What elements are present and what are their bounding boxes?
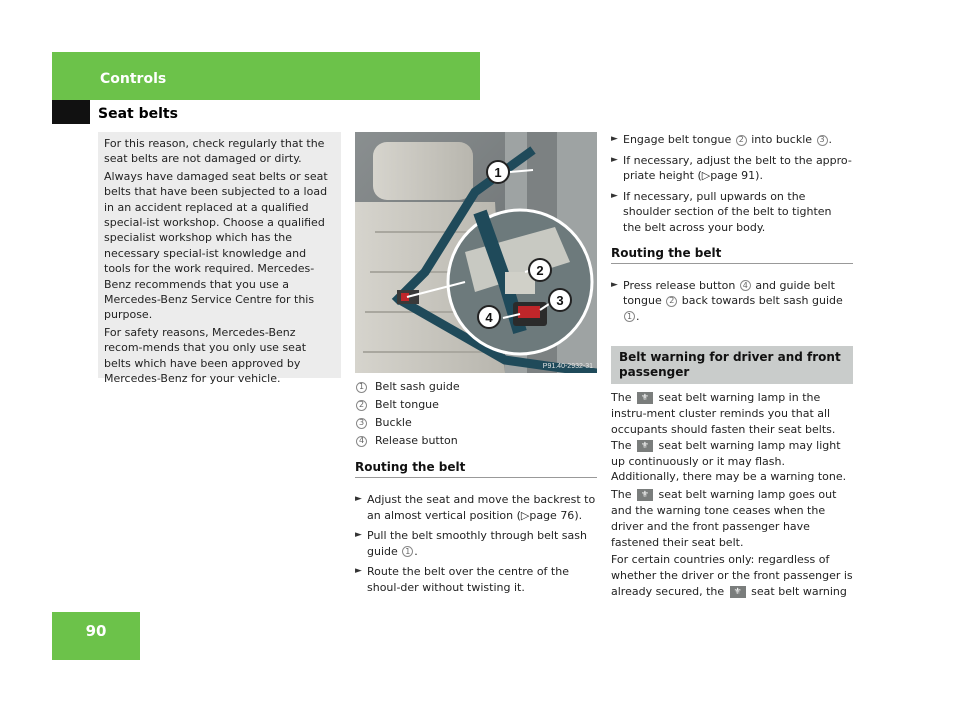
callout-3 (549, 289, 571, 311)
callout-2 (529, 259, 551, 281)
note-paragraph-3: For safety reasons, Mercedes-Benz recom-mends that you only use seat belts which have been approved by Mercedes-Benz for your vehicle. (104, 325, 307, 386)
svg-text:3: 3 (556, 293, 564, 308)
warning-paragraph-2: The ⚜ seat belt warning lamp goes out and the warning tone ceases when the driver and the front passenger have fastened their seat belt. (611, 488, 837, 549)
svg-text:4: 4 (485, 310, 493, 325)
seat-belt-warning-icon: ⚜ (637, 489, 653, 501)
routing-heading-2: Routing the belt (611, 246, 853, 264)
number-circle: 2 (736, 135, 747, 146)
legend-item (355, 378, 597, 396)
section-title: Controls (100, 71, 167, 87)
warning-paragraph-3: For certain countries only: regardless of whether the driver or the front passenger is already secured, the ⚜ seat belt warning (611, 553, 853, 598)
figure-code: P91.40-2932-31 (542, 363, 593, 370)
release-step: ► Press release button 4 and guide belt tongue 2 back towards belt sash guide 1 . (611, 278, 843, 323)
number-circle: 4 (740, 280, 751, 291)
step-arrow-icon: ► (611, 190, 618, 201)
number-circle: 1 (402, 546, 413, 557)
warning-paragraph-1: The ⚜ seat belt warning lamp in the instru-ment cluster reminds you that all occupants should fasten their seat belts. The ⚜ seat belt warning lamp may light up continuously or it may flash. Additionally, there may be a warning tone. (611, 391, 847, 484)
page-ref-link[interactable]: page 91 (710, 169, 756, 183)
number-circle: 1 (624, 311, 635, 322)
routing-step-1: ► Adjust the seat and move the backrest to an almost vertical position (▷page 76). (355, 493, 596, 522)
number-circle: 3 (356, 418, 367, 429)
legend-item (355, 396, 597, 414)
adjust-height-step: ► If necessary, adjust the belt to the appro-priate height (▷page 91). (611, 153, 852, 183)
step-arrow-icon: ► (355, 566, 362, 577)
belt-warning-heading-box (611, 346, 853, 384)
step-arrow-icon: ► (355, 530, 362, 541)
engage-step: ► Engage belt tongue 2 into buckle 3 . (611, 133, 833, 146)
belt-warning-heading: Belt warning for driver and front passenger (619, 350, 841, 380)
number-circle: 4 (356, 436, 367, 447)
page-ref-arrow-icon: ▷ (520, 508, 530, 522)
routing-step-2: ► Pull the belt smoothly through belt sash guide 1 . (355, 529, 587, 558)
page-number: 90 (85, 622, 107, 640)
middle-column (355, 378, 597, 601)
chapter-title: Seat belts (98, 106, 178, 122)
note-paragraph-1: For this reason, check regularly that the seat belts are not damaged or dirty. (104, 137, 325, 166)
routing-step-3: ► Route the belt over the centre of the shoul-der without twisting it. (355, 565, 569, 594)
seat-belt-photo (355, 132, 597, 373)
routing-heading-1: Routing the belt (355, 460, 597, 478)
legend-label: Buckle (375, 416, 412, 429)
page-ref-arrow-icon: ▷ (701, 169, 711, 183)
safety-note-box (98, 132, 341, 386)
tighten-step: ► If necessary, pull upwards on the shoulder section of the belt to tighten the belt across your body. (611, 189, 832, 234)
number-circle: 1 (356, 382, 367, 393)
step-arrow-icon: ► (355, 494, 362, 504)
number-circle: 3 (817, 135, 828, 146)
page-ref-link[interactable]: page 76 (529, 508, 575, 522)
chapter-marker (52, 100, 90, 124)
right-column (611, 132, 853, 602)
number-circle: 2 (666, 296, 677, 307)
number-circle: 2 (356, 400, 367, 411)
step-arrow-icon: ► (611, 279, 618, 290)
step-arrow-icon: ► (611, 154, 618, 165)
callout-1 (487, 161, 509, 183)
legend-label: Release button (375, 434, 458, 447)
legend-item (355, 432, 597, 450)
legend-item (355, 414, 597, 432)
note-paragraph-2: Always have damaged seat belts or seat belts that have been subjected to a load in an accident replaced at a qualified special-ist workshop. Choose a qualified specialist workshop which has the necessary special-ist knowledge and tools for the work required. Mercedes-Benz recommends that you use a Mercedes-Benz Service Centre for this purpose. (104, 169, 328, 322)
seat-belt-warning-icon: ⚜ (730, 586, 746, 598)
step-arrow-icon: ► (611, 134, 618, 144)
legend-label: Belt sash guide (375, 380, 460, 393)
svg-text:1: 1 (494, 165, 502, 180)
seat-belt-warning-icon: ⚜ (637, 440, 653, 452)
seat-belt-warning-icon: ⚜ (637, 392, 653, 404)
callout-4 (478, 306, 500, 328)
svg-text:2: 2 (536, 263, 544, 278)
legend-label: Belt tongue (375, 398, 439, 411)
